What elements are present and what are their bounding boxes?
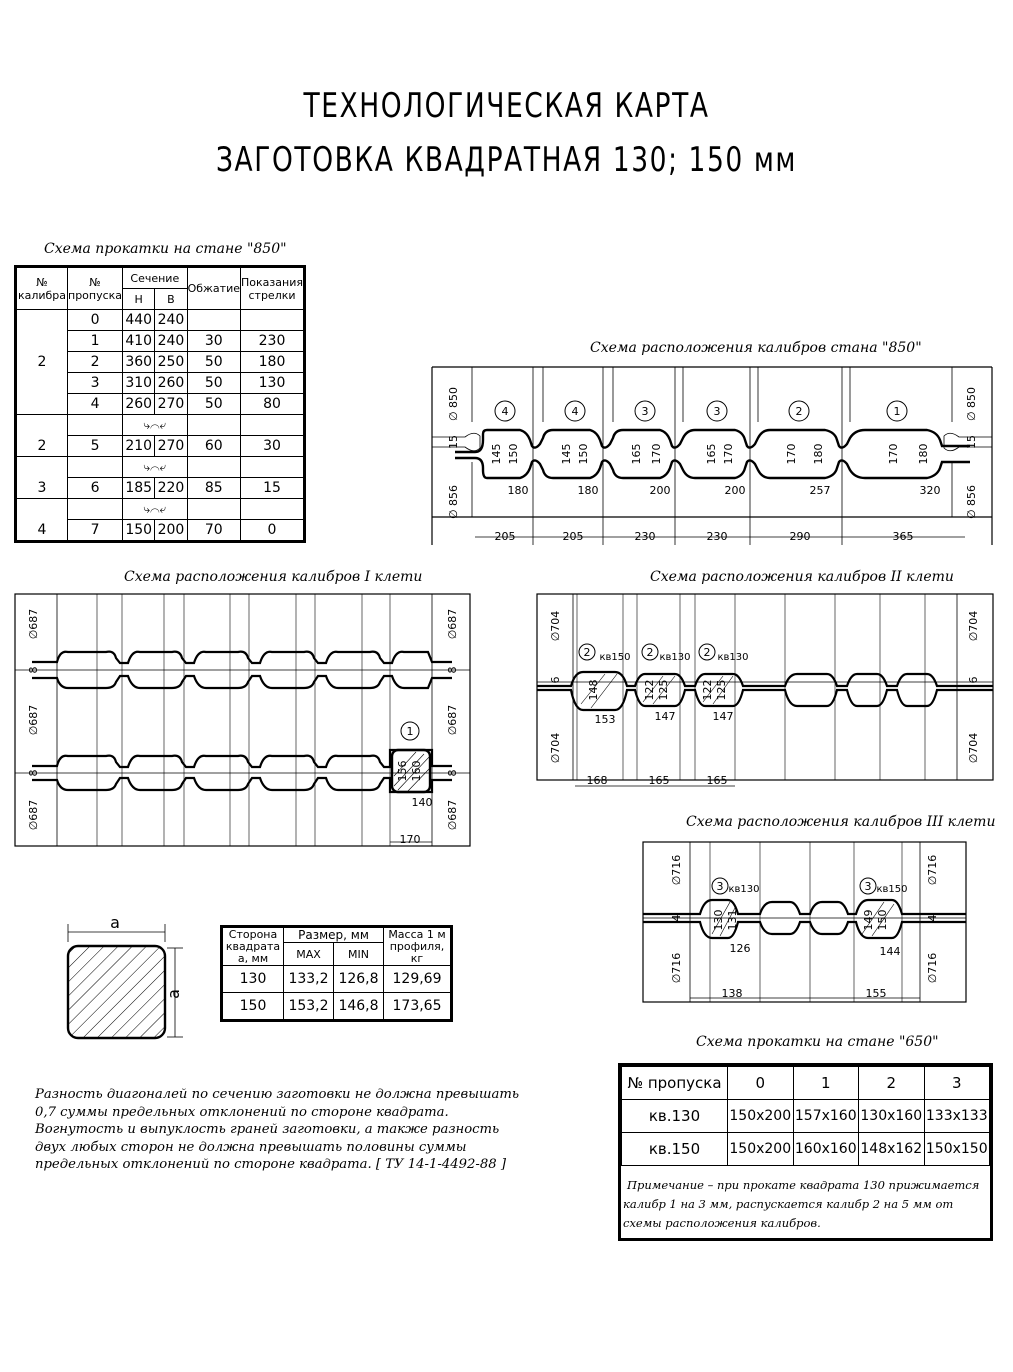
- groove-span: 165: [648, 774, 670, 787]
- cell-h: 185: [123, 478, 155, 499]
- groove-height: 125: [715, 679, 728, 701]
- table-row: [622, 1133, 990, 1166]
- cell-h: 310: [123, 373, 155, 394]
- groove-label: кв130: [659, 652, 691, 663]
- groove-number: 3: [716, 880, 724, 893]
- cell-mass: 173,65: [384, 993, 452, 1021]
- groove-height: 170: [785, 443, 798, 465]
- groove-height: 131: [726, 909, 739, 931]
- table-row: [222, 993, 452, 1021]
- cell-value: 150x200: [728, 1100, 794, 1133]
- rolling650-caption: Схема прокатки на стане "650": [696, 1034, 939, 1050]
- roll-gap-label: 15: [965, 435, 978, 449]
- groove-span: 168: [586, 774, 608, 787]
- page-title: ТЕХНОЛОГИЧЕСКАЯ КАРТА: [303, 86, 710, 126]
- groove-height: 125: [657, 679, 670, 701]
- cell-h: 210: [123, 436, 155, 457]
- groove-width: 144: [879, 945, 901, 958]
- cell-b: 220: [155, 478, 187, 499]
- cell-min: 146,8: [334, 993, 384, 1021]
- cell-pass: 1: [68, 331, 123, 352]
- standI-caption: Схема расположения калибров I клети: [124, 569, 423, 585]
- groove-width: 126: [729, 942, 751, 955]
- groove-width: 320: [919, 484, 941, 497]
- cell-caliber: 2: [16, 436, 68, 457]
- roll-gap-label: 8: [446, 769, 459, 777]
- roll-diameter-label: ∅716: [926, 854, 939, 886]
- groove-height: 122: [701, 679, 714, 701]
- groove-width: 200: [649, 484, 671, 497]
- header-h: Н: [123, 289, 155, 310]
- groove-span: 138: [721, 987, 743, 1000]
- groove-number: 3: [713, 405, 721, 418]
- cell-b: 260: [155, 373, 187, 394]
- side-label: a: [110, 913, 120, 932]
- cell-max: 153,2: [284, 993, 334, 1021]
- side-label: a: [164, 989, 183, 999]
- cell-indicator: 30: [241, 436, 305, 457]
- note-line: калибр 1 на 3 мм, распускается калибр 2 на 5 мм от: [623, 1197, 954, 1211]
- groove-height: 165: [705, 443, 718, 465]
- groove-span: 365: [892, 530, 914, 543]
- cell-reduction: 30: [187, 331, 240, 352]
- roll-diameter-label: ∅704: [967, 732, 980, 764]
- groove-span: 170: [399, 833, 421, 846]
- roll-diameter-label: ∅ 856: [447, 484, 460, 520]
- cell-value: 130x160: [859, 1100, 925, 1133]
- cell-h: 150: [123, 520, 155, 542]
- cell-b: 250: [155, 352, 187, 373]
- roll-diameter-label: ∅704: [549, 732, 562, 764]
- groove-width: 153: [594, 713, 616, 726]
- cell-reduction: [187, 310, 240, 331]
- header-indicator: Показания стрелки: [241, 267, 305, 310]
- cell-value: 150x150: [924, 1133, 990, 1166]
- groove-height: 145: [560, 443, 573, 465]
- groove-span: 230: [706, 530, 728, 543]
- roll-diameter-label: ∅687: [27, 799, 40, 831]
- roll-diameter-label: ∅704: [967, 610, 980, 642]
- cell-h: 440: [123, 310, 155, 331]
- cell-pass: 3: [68, 373, 123, 394]
- turn-arrow-icon: ⤷⌒⤶: [123, 415, 188, 436]
- roll-diameter-label: ∅687: [27, 704, 40, 736]
- header-pass: № пропуска: [622, 1067, 728, 1100]
- roll-gap-label: 4: [926, 914, 939, 922]
- groove-number: 3: [641, 405, 649, 418]
- roll-diameter-label: ∅716: [670, 952, 683, 984]
- cell-b: 240: [155, 331, 187, 352]
- cell-b: 270: [155, 394, 187, 415]
- groove-width: 257: [809, 484, 831, 497]
- groove-span: 230: [634, 530, 656, 543]
- table-row: [16, 436, 305, 457]
- note-line: Разность диагоналей по сечению заготовки не должна превышать: [35, 1087, 520, 1102]
- cell-indicator: 15: [241, 478, 305, 499]
- cell-reduction: 50: [187, 373, 240, 394]
- groove-label: кв130: [717, 652, 749, 663]
- header-min: MIN: [334, 943, 384, 966]
- header-pass-number: 3: [924, 1067, 990, 1100]
- table-row: [16, 478, 305, 499]
- roll-diameter-label: ∅704: [549, 610, 562, 642]
- header-size: Размер, мм: [284, 927, 384, 943]
- cell-reduction: 50: [187, 352, 240, 373]
- standII-diagram: [535, 590, 997, 790]
- groove-label: кв150: [599, 652, 631, 663]
- table-row: [622, 1100, 990, 1133]
- header-pass: № пропуска: [68, 267, 123, 310]
- standIII-diagram: [640, 838, 970, 1008]
- rolling650-table: [621, 1066, 990, 1166]
- header-reduction: Обжатие: [187, 267, 240, 310]
- note-line: двух любых сторон не должна превышать половины суммы: [35, 1139, 467, 1155]
- groove-height: 150: [876, 909, 889, 931]
- roll-gap-label: 6: [967, 676, 980, 684]
- note-line: Вогнутость и выпуклость граней заготовки, а также разность: [35, 1122, 500, 1137]
- groove-span: 290: [789, 530, 811, 543]
- groove-height: 150: [577, 443, 590, 465]
- groove-height: 156: [396, 760, 409, 782]
- groove-height: 170: [887, 443, 900, 465]
- header-max: MAX: [284, 943, 334, 966]
- groove-height: 150: [507, 443, 520, 465]
- cell-b: 200: [155, 520, 187, 542]
- roll-diameter-label: ∅687: [27, 608, 40, 640]
- cell-pass: 2: [68, 352, 123, 373]
- rolling850-caption: Схема прокатки на стане "850": [44, 241, 287, 257]
- cell-caliber: 2: [16, 310, 68, 415]
- header-side: Сторона квадрата а, мм: [222, 927, 284, 966]
- groove-span: 165: [706, 774, 728, 787]
- groove-height: 180: [812, 443, 825, 465]
- header-pass-number: 0: [728, 1067, 794, 1100]
- roll-diameter-label: ∅ 856: [965, 484, 978, 520]
- roll-diameter-label: ∅687: [446, 608, 459, 640]
- cell-indicator: [241, 310, 305, 331]
- standI-diagram: [12, 590, 474, 852]
- row-label: кв.130: [622, 1100, 728, 1133]
- groove-number: 1: [406, 725, 414, 738]
- cell-pass: 7: [68, 520, 123, 542]
- cell-mass: 129,69: [384, 966, 452, 993]
- roll-diameter-label: ∅716: [670, 854, 683, 886]
- table-row: [16, 520, 305, 542]
- roll-diameter-label: ∅716: [926, 952, 939, 984]
- roll-diameter-label: ∅687: [446, 799, 459, 831]
- standIII-caption: Схема расположения калибров III клети: [686, 814, 996, 830]
- groove-number: 1: [893, 405, 901, 418]
- cell-min: 126,8: [334, 966, 384, 993]
- cell-side: 150: [222, 993, 284, 1021]
- turn-row: [16, 457, 305, 478]
- groove-number: 2: [646, 646, 654, 659]
- groove-number: 2: [795, 405, 803, 418]
- groove-height: 130: [712, 909, 725, 931]
- header-caliber: № калибра: [16, 267, 68, 310]
- cell-max: 133,2: [284, 966, 334, 993]
- cell-value: 133x133: [924, 1100, 990, 1133]
- square-section-sketch: [55, 910, 195, 1055]
- standII-caption: Схема расположения калибров II клети: [650, 569, 954, 585]
- cell-h: 410: [123, 331, 155, 352]
- rolling850-table: [14, 265, 306, 543]
- roll-gap-label: 15: [447, 435, 460, 449]
- cell-pass: 0: [68, 310, 123, 331]
- roll-gap-label: 8: [446, 666, 459, 674]
- header-pass-number: 1: [793, 1067, 859, 1100]
- groove-width: 180: [577, 484, 599, 497]
- cell-b: 270: [155, 436, 187, 457]
- turn-arrow-icon: ⤷⌒⤶: [123, 457, 188, 478]
- groove-number: 4: [501, 405, 509, 418]
- cell-indicator: 0: [241, 520, 305, 542]
- roll-diameter-label: ∅ 850: [447, 386, 460, 422]
- turn-row: [16, 415, 305, 436]
- groove-height: 148: [587, 679, 600, 701]
- table-row: [16, 310, 305, 331]
- header-b: В: [155, 289, 187, 310]
- cell-reduction: 70: [187, 520, 240, 542]
- notes-block: [35, 1086, 519, 1174]
- cell-caliber: 3: [16, 478, 68, 499]
- cell-value: 157x160: [793, 1100, 859, 1133]
- roll-gap-label: 6: [549, 676, 562, 684]
- cell-value: 148x162: [859, 1133, 925, 1166]
- cell-indicator: 80: [241, 394, 305, 415]
- groove-label: кв130: [728, 884, 760, 895]
- header-pass-number: 2: [859, 1067, 925, 1100]
- groove-number: 4: [571, 405, 579, 418]
- table-row: [222, 966, 452, 993]
- cell-caliber: 4: [16, 520, 68, 542]
- groove-height: 122: [643, 679, 656, 701]
- cell-pass: 6: [68, 478, 123, 499]
- stand850-caption: Схема расположения калибров стана "850": [590, 340, 922, 356]
- groove-height: 160: [410, 760, 423, 782]
- groove-label: кв150: [876, 884, 908, 895]
- groove-width: 140: [411, 796, 433, 809]
- groove-width: 180: [507, 484, 529, 497]
- groove-number: 2: [583, 646, 591, 659]
- groove-width: 147: [654, 710, 676, 723]
- groove-height: 145: [490, 443, 503, 465]
- row-label: кв.150: [622, 1133, 728, 1166]
- groove-span: 205: [494, 530, 516, 543]
- groove-span: 155: [865, 987, 887, 1000]
- turn-row: [16, 499, 305, 520]
- cell-reduction: 60: [187, 436, 240, 457]
- roll-gap-label: 4: [670, 914, 683, 922]
- rolling650-frame: [618, 1063, 993, 1241]
- note-line: 0,7 суммы предельных отклонений по стороне квадрата.: [35, 1104, 449, 1120]
- roll-gap-label: 8: [27, 769, 40, 777]
- cell-indicator: 180: [241, 352, 305, 373]
- cell-side: 130: [222, 966, 284, 993]
- groove-number: 2: [703, 646, 711, 659]
- cell-b: 240: [155, 310, 187, 331]
- roll-diameter-label: ∅687: [446, 704, 459, 736]
- groove-height: 180: [917, 443, 930, 465]
- groove-width: 147: [712, 710, 734, 723]
- groove-height: 149: [862, 909, 875, 931]
- roll-diameter-label: ∅ 850: [965, 386, 978, 422]
- cell-indicator: 130: [241, 373, 305, 394]
- turn-arrow-icon: ⤷⌒⤶: [123, 499, 188, 520]
- cell-value: 150x200: [728, 1133, 794, 1166]
- rolling650-note: [623, 1176, 987, 1233]
- header-section: Сечение: [123, 267, 188, 289]
- cell-value: 160x160: [793, 1133, 859, 1166]
- groove-number: 3: [864, 880, 872, 893]
- note-line: Примечание – при прокате квадрата 130 прижимается: [627, 1178, 980, 1192]
- cell-reduction: 50: [187, 394, 240, 415]
- note-line: предельных отклонений по стороне квадрата. [ ТУ 14-1-4492-88 ]: [35, 1157, 506, 1172]
- groove-width: 200: [724, 484, 746, 497]
- cell-pass: 5: [68, 436, 123, 457]
- note-line: схемы расположения калибров.: [623, 1216, 821, 1230]
- groove-span: 205: [562, 530, 584, 543]
- stand850-diagram: [425, 362, 1000, 552]
- cell-h: 360: [123, 352, 155, 373]
- header-mass: Масса 1 м профиля, кг: [384, 927, 452, 966]
- page-subtitle: ЗАГОТОВКА КВАДРАТНАЯ 130; 150 мм: [215, 140, 797, 180]
- groove-height: 170: [650, 443, 663, 465]
- cell-indicator: 230: [241, 331, 305, 352]
- cell-pass: 4: [68, 394, 123, 415]
- groove-height: 165: [630, 443, 643, 465]
- roll-gap-label: 8: [27, 666, 40, 674]
- sizes-table: [220, 925, 453, 1022]
- cell-reduction: 85: [187, 478, 240, 499]
- cell-h: 260: [123, 394, 155, 415]
- groove-height: 170: [722, 443, 735, 465]
